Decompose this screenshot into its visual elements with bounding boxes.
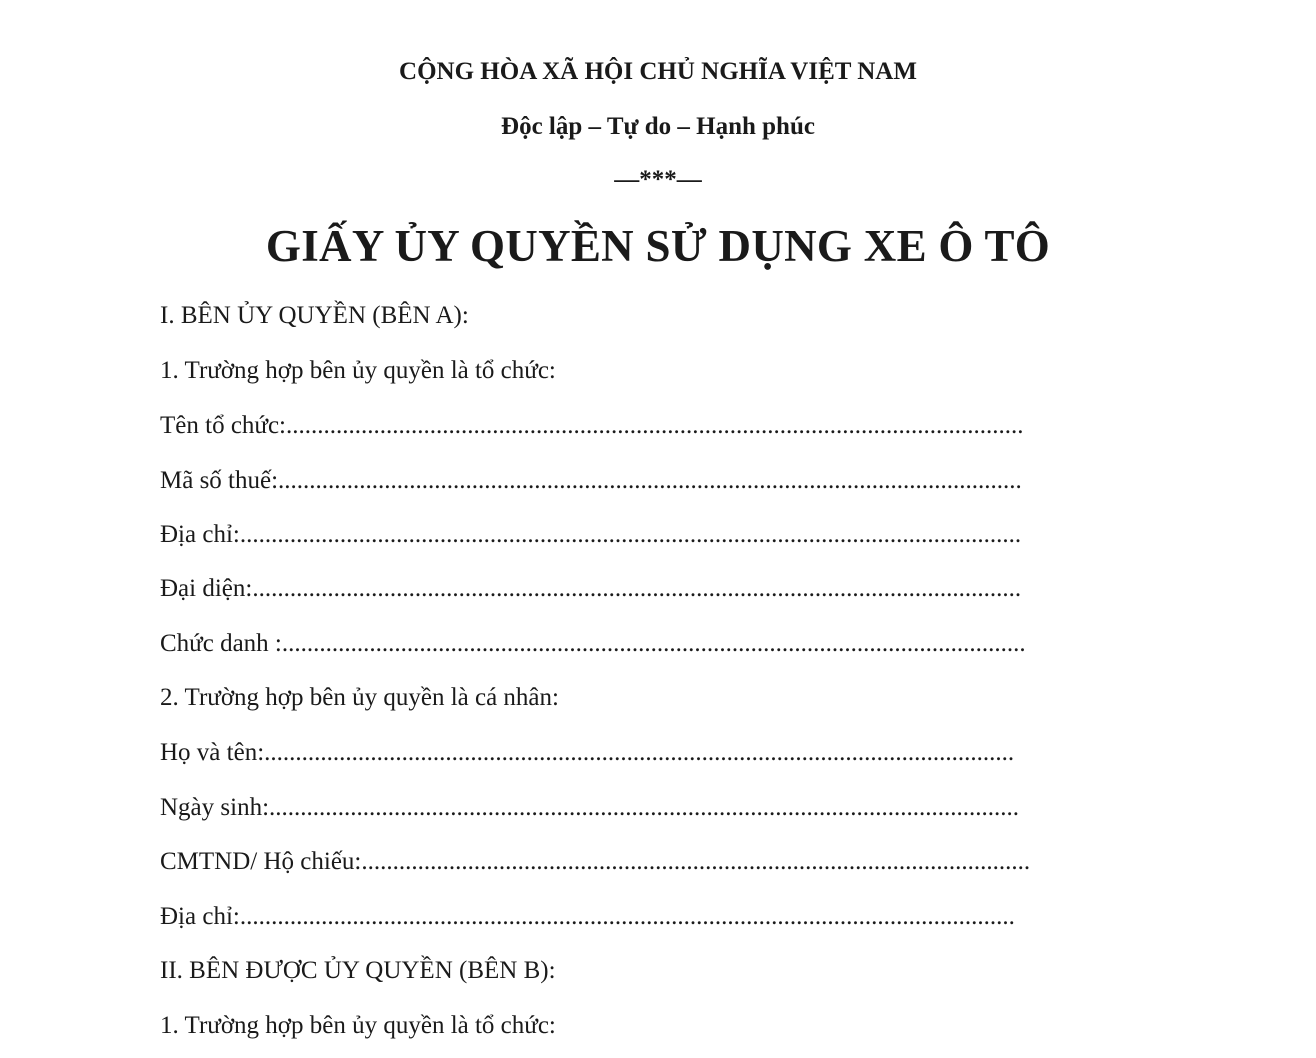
section-a-case-person: 2. Trường hợp bên ủy quyền là cá nhân: [160,684,559,711]
section-b-heading: II. BÊN ĐƯỢC ỦY QUYỀN (BÊN B): [160,957,556,984]
field-person-address: Địa chỉ:............................................................................................................................ [160,903,1015,930]
document-title: GIẤY ỦY QUYỀN SỬ DỤNG XE Ô TÔ [265,221,1051,271]
field-position: Chức danh :....................................................................................................................... [160,630,1026,657]
section-a-heading: I. BÊN ỦY QUYỀN (BÊN A): [160,302,469,329]
motto-heading: Độc lập – Tự do – Hạnh phúc [501,113,815,140]
nation-heading: CỘNG HÒA XÃ HỘI CHỦ NGHĨA VIỆT NAM [399,58,917,85]
field-full-name: Họ và tên:........................................................................................................................ [160,739,1015,766]
field-org-address: Địa chỉ:............................................................................................................................. [160,521,1022,548]
field-representative: Đại diện:........................................................................................................................... [160,575,1022,602]
header-separator: —***— [614,166,702,193]
field-org-name: Tên tổ chức:...................................................................................................................... [160,412,1024,439]
section-a-case-org: 1. Trường hợp bên ủy quyền là tổ chức: [160,357,556,384]
section-b-case-org: 1. Trường hợp bên ủy quyền là tổ chức: [160,1012,556,1039]
field-id-passport: CMTND/ Hộ chiếu:........................................................................................................... [160,848,1031,875]
field-tax-code: Mã số thuế:....................................................................................................................... [160,467,1022,494]
field-birth-date: Ngày sinh:........................................................................................................................ [160,794,1020,821]
